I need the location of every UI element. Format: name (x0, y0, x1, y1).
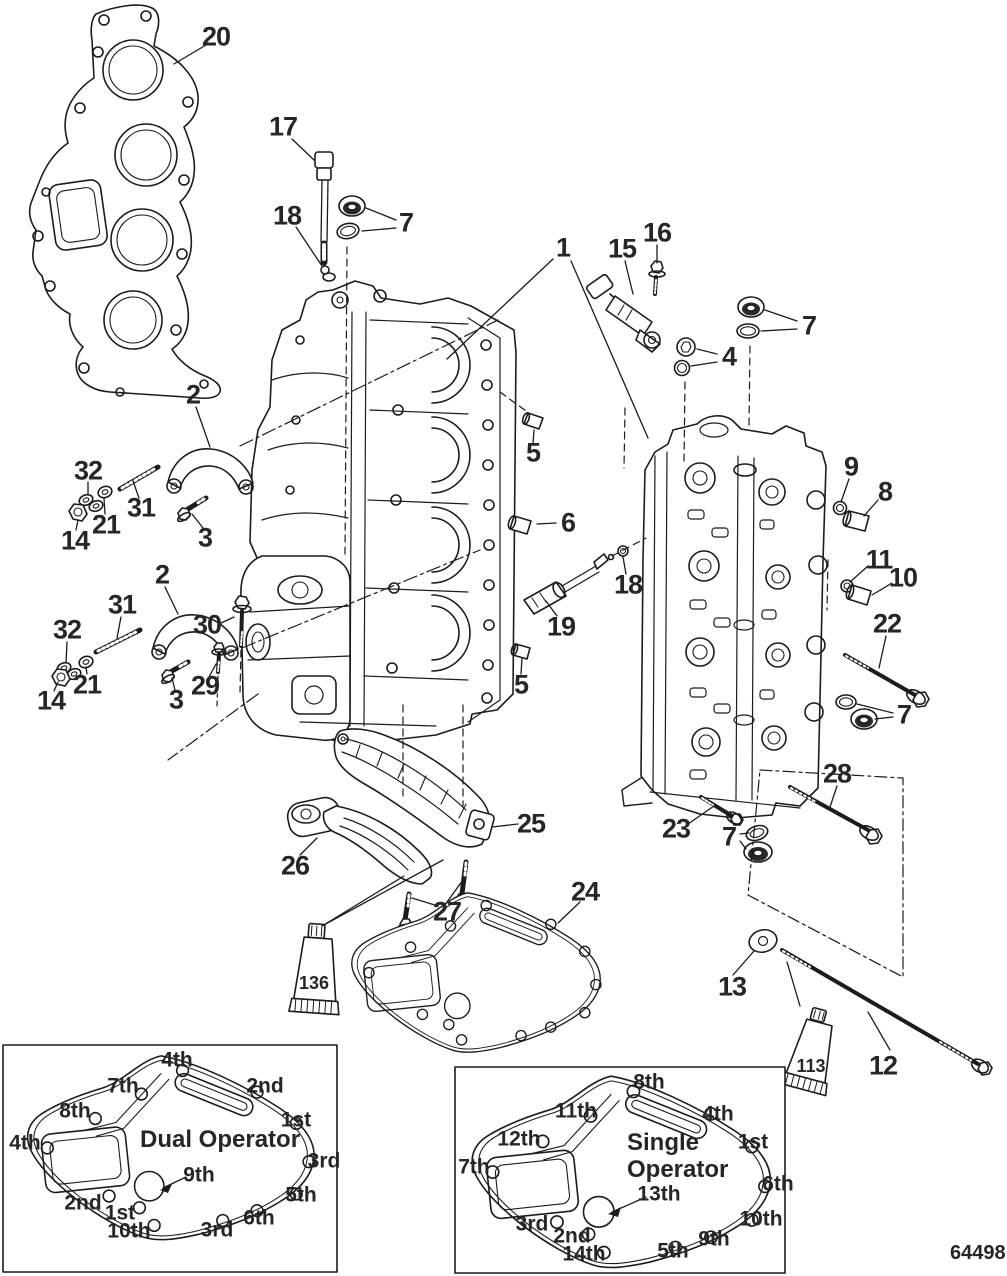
part-callout-24: 24 (570, 876, 600, 907)
part-callout-9: 9 (843, 451, 859, 482)
cylinder-block (241, 281, 516, 743)
torque-seq-dual-2nd: 2nd (246, 1074, 284, 1098)
torque-seq-single-5th: 5th (657, 1239, 689, 1263)
sealant-tube-136 (289, 922, 345, 1014)
part-callout-26: 26 (280, 850, 310, 881)
washer-21a (97, 484, 114, 499)
part-callout-3: 3 (197, 522, 213, 553)
part-callout-5: 5 (525, 437, 541, 468)
torque-seq-single-9th: 9th (698, 1227, 730, 1251)
part-callout-25: 25 (516, 808, 546, 839)
single-operator-title-line1: Single (627, 1129, 700, 1156)
torque-seq-single-10th: 10th (739, 1207, 783, 1231)
part-callout-14: 14 (60, 525, 90, 556)
clamp-2a (167, 449, 253, 494)
part-callout-12: 12 (868, 1050, 898, 1081)
torque-seq-single-8th: 8th (633, 1070, 665, 1094)
part-callout-10: 10 (888, 562, 918, 593)
oring-18b (618, 546, 628, 556)
bolt-16 (649, 261, 665, 294)
sensor-17 (315, 152, 335, 281)
torque-seq-dual-1st: 1st (104, 1201, 136, 1225)
sealant-tube-113 (779, 1004, 847, 1096)
part-callout-20: 20 (201, 21, 231, 52)
nut-14a (69, 504, 87, 521)
torque-seq-dual-4th: 4th (161, 1048, 193, 1072)
part-callout-28: 28 (822, 758, 852, 789)
torque-seq-dual-9th: 9th (183, 1163, 215, 1187)
torque-seq-dual-3rd: 3rd (200, 1218, 234, 1242)
drawing-number: 64498 (950, 1242, 1006, 1264)
oring-7a (336, 221, 361, 240)
bolt-3a (176, 498, 206, 523)
part-callout-4: 4 (721, 341, 737, 372)
part-callout-3: 3 (168, 684, 184, 715)
dual-operator-title: Dual Operator (140, 1126, 301, 1153)
part-callout-7: 7 (801, 310, 817, 341)
part-callout-7: 7 (721, 821, 737, 852)
torque-seq-single-2nd: 2nd (553, 1224, 591, 1248)
bushing-10 (845, 584, 871, 605)
part-callout-31: 31 (126, 492, 156, 523)
torque-seq-dual-3rd: 3rd (307, 1149, 341, 1173)
part-callout-7: 7 (896, 699, 912, 730)
torque-seq-single-13th: 13th (637, 1182, 681, 1206)
part-callout-11: 11 (865, 544, 893, 575)
single-operator-title-line2: Operator (627, 1156, 729, 1183)
torque-seq-single-3rd: 3rd (515, 1212, 549, 1236)
torque-seq-dual-4th: 4th (9, 1131, 41, 1155)
part-callout-7: 7 (398, 207, 414, 238)
torque-seq-dual-1st: 1st (280, 1108, 312, 1132)
torque-seq-single-6th: 6th (762, 1172, 794, 1196)
part-callout-5: 5 (513, 669, 529, 700)
grommet-7b (737, 297, 764, 338)
torque-seq-single-11th: 11th (554, 1099, 598, 1123)
oring-9 (834, 502, 847, 515)
part-callout-2: 2 (154, 559, 170, 590)
part-callout-23: 23 (661, 813, 691, 844)
part-callout-29: 29 (190, 670, 220, 701)
torque-seq-dual-6th: 6th (243, 1206, 275, 1230)
part-callout-14: 14 (36, 685, 66, 716)
torque-seq-single-4th: 4th (702, 1102, 734, 1126)
bolt-3b (160, 662, 188, 685)
torque-seq-single-1st: 1st (737, 1130, 769, 1154)
seal-7c (836, 695, 877, 729)
washer-13 (747, 927, 780, 955)
part-callout-32: 32 (73, 455, 103, 486)
part-callout-16: 16 (642, 217, 672, 248)
plug-4 (675, 338, 696, 376)
torque-seq-dual-7th: 7th (107, 1074, 139, 1098)
cylinder-head (622, 416, 827, 818)
bolt-22 (845, 655, 929, 707)
part-callout-2: 2 (185, 379, 201, 410)
dowel-5a (521, 412, 543, 429)
part-callout-6: 6 (560, 507, 576, 538)
torque-seq-single-14th: 14th (562, 1242, 606, 1266)
bolt-28 (790, 787, 882, 844)
part-callout-8: 8 (877, 476, 893, 507)
part-callout-19: 19 (546, 611, 576, 642)
base-gasket-24 (352, 893, 601, 1052)
part-callout-18: 18 (613, 569, 643, 600)
grommet-7a (339, 196, 365, 216)
sensor-15 (586, 274, 660, 352)
stud-31a (120, 467, 158, 489)
torque-box-dual (3, 1045, 337, 1272)
torque-seq-dual-8th: 8th (59, 1099, 91, 1123)
part-callout-18: 18 (272, 200, 302, 231)
torque-seq-single-12th: 12th (497, 1127, 541, 1151)
bushing-8 (842, 510, 869, 531)
torque-seq-single-7th: 7th (458, 1155, 490, 1179)
part-callout-1: 1 (555, 232, 571, 263)
part-callout-31: 31 (107, 589, 137, 620)
part-callout-22: 22 (872, 608, 902, 639)
part-callout-27: 27 (432, 896, 462, 927)
torque-seq-dual-2nd: 2nd (64, 1191, 102, 1215)
part-callout-113: 113 (796, 1056, 826, 1076)
torque-box-single (455, 1067, 785, 1273)
part-callout-21: 21 (72, 669, 102, 700)
torque-seq-dual-10th: 10th (107, 1219, 151, 1243)
part-callout-136: 136 (298, 973, 330, 993)
sensor-19 (524, 554, 614, 614)
seal-7d (744, 823, 772, 862)
part-callout-32: 32 (52, 614, 82, 645)
nut-14b (52, 669, 70, 686)
part-callout-30: 30 (192, 609, 222, 640)
part-callout-21: 21 (91, 509, 121, 540)
part-callout-15: 15 (607, 233, 637, 264)
part-callout-13: 13 (717, 971, 747, 1002)
torque-seq-dual-5th: 5th (285, 1183, 317, 1207)
head-gasket (30, 5, 221, 398)
part-callout-17: 17 (268, 111, 298, 142)
